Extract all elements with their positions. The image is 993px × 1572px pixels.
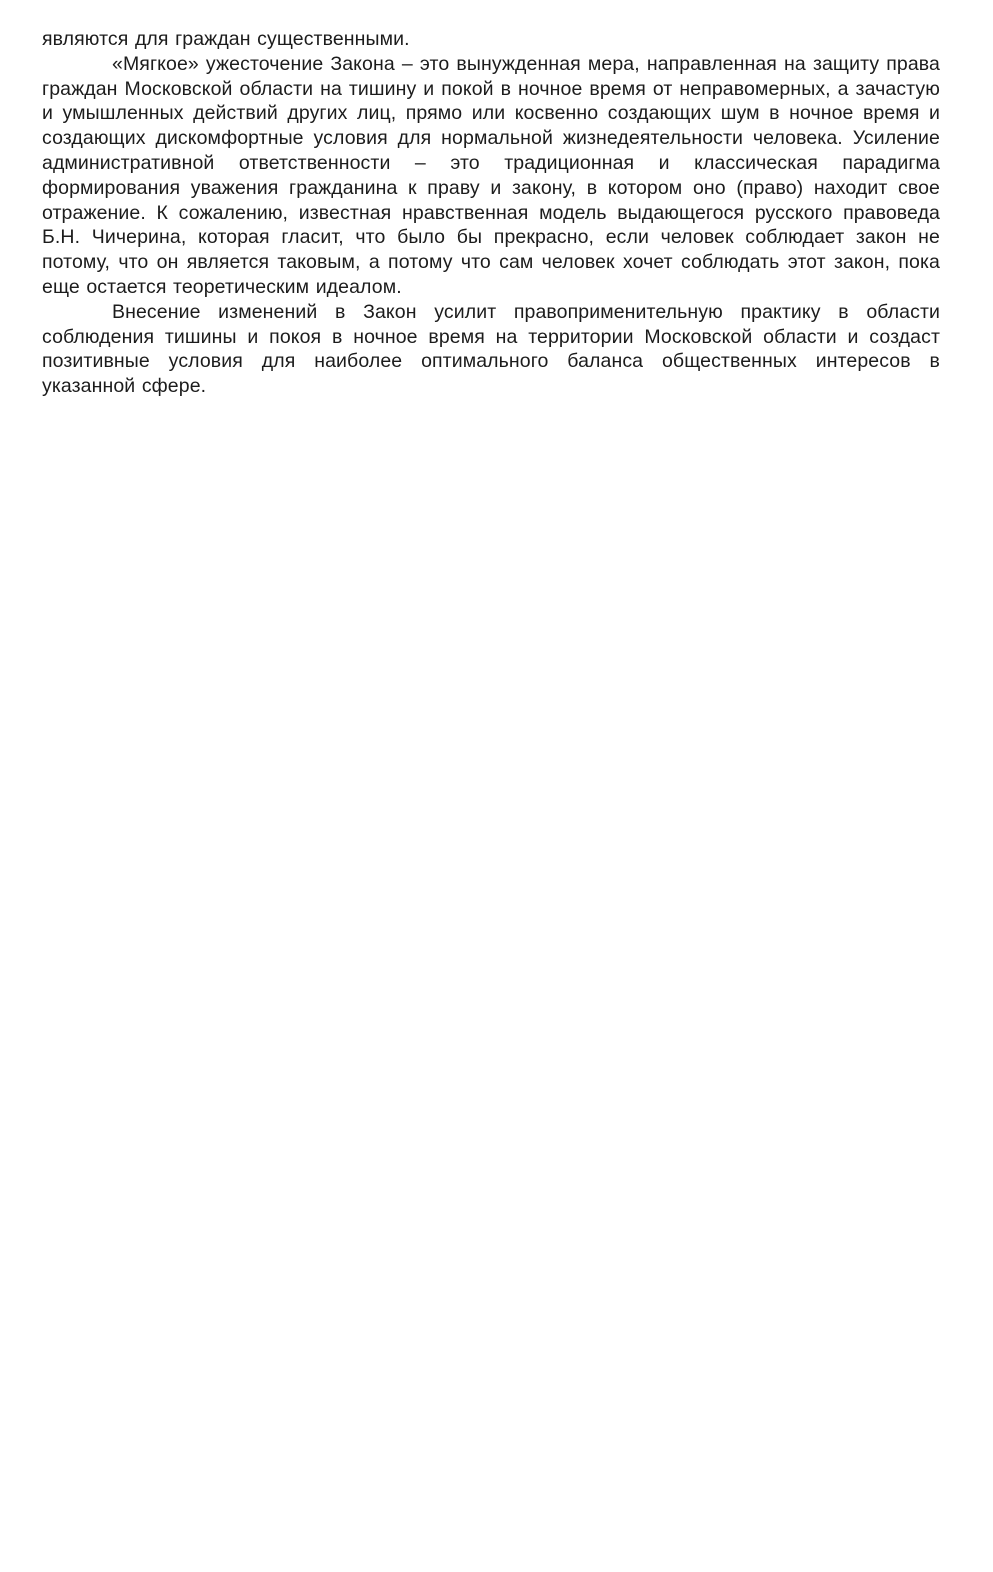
paragraph: Внесение изменений в Закон усилит правоприменительную практику в области соблюдения тишины и покоя в ночное время на территории Московской области и создаст позитивные условия для наиболее оптимального баланса общественных интересов в указанной сфере. bbox=[42, 300, 940, 398]
paragraph: «Мягкое» ужесточение Закона – это вынужденная мера, направленная на защиту права граждан Московской области на тишину и покой в ночное время от неправомерных, а зачастую и умышленных действий других лиц, прямо или косвенно создающих шум в ночное время и создающих дискомфортные условия для нормальной жизнедеятельности человека. Усиление административной ответственности – это традиционная и классическая парадигма формирования уважения гражданина к праву и закону, в котором оно (право) находит свое отражение. К сожалению, известная нравственная модель выдающегося русского правоведа Б.Н. Чичерина, которая гласит, что было бы прекрасно, если человек соблюдает закон не потому, что он является таковым, а потому что сам человек хочет соблюдать этот закон, пока еще остается теоретическим идеалом. bbox=[42, 52, 940, 298]
document-body bbox=[42, 27, 940, 399]
paragraph: являются для граждан существенными. bbox=[42, 28, 410, 50]
